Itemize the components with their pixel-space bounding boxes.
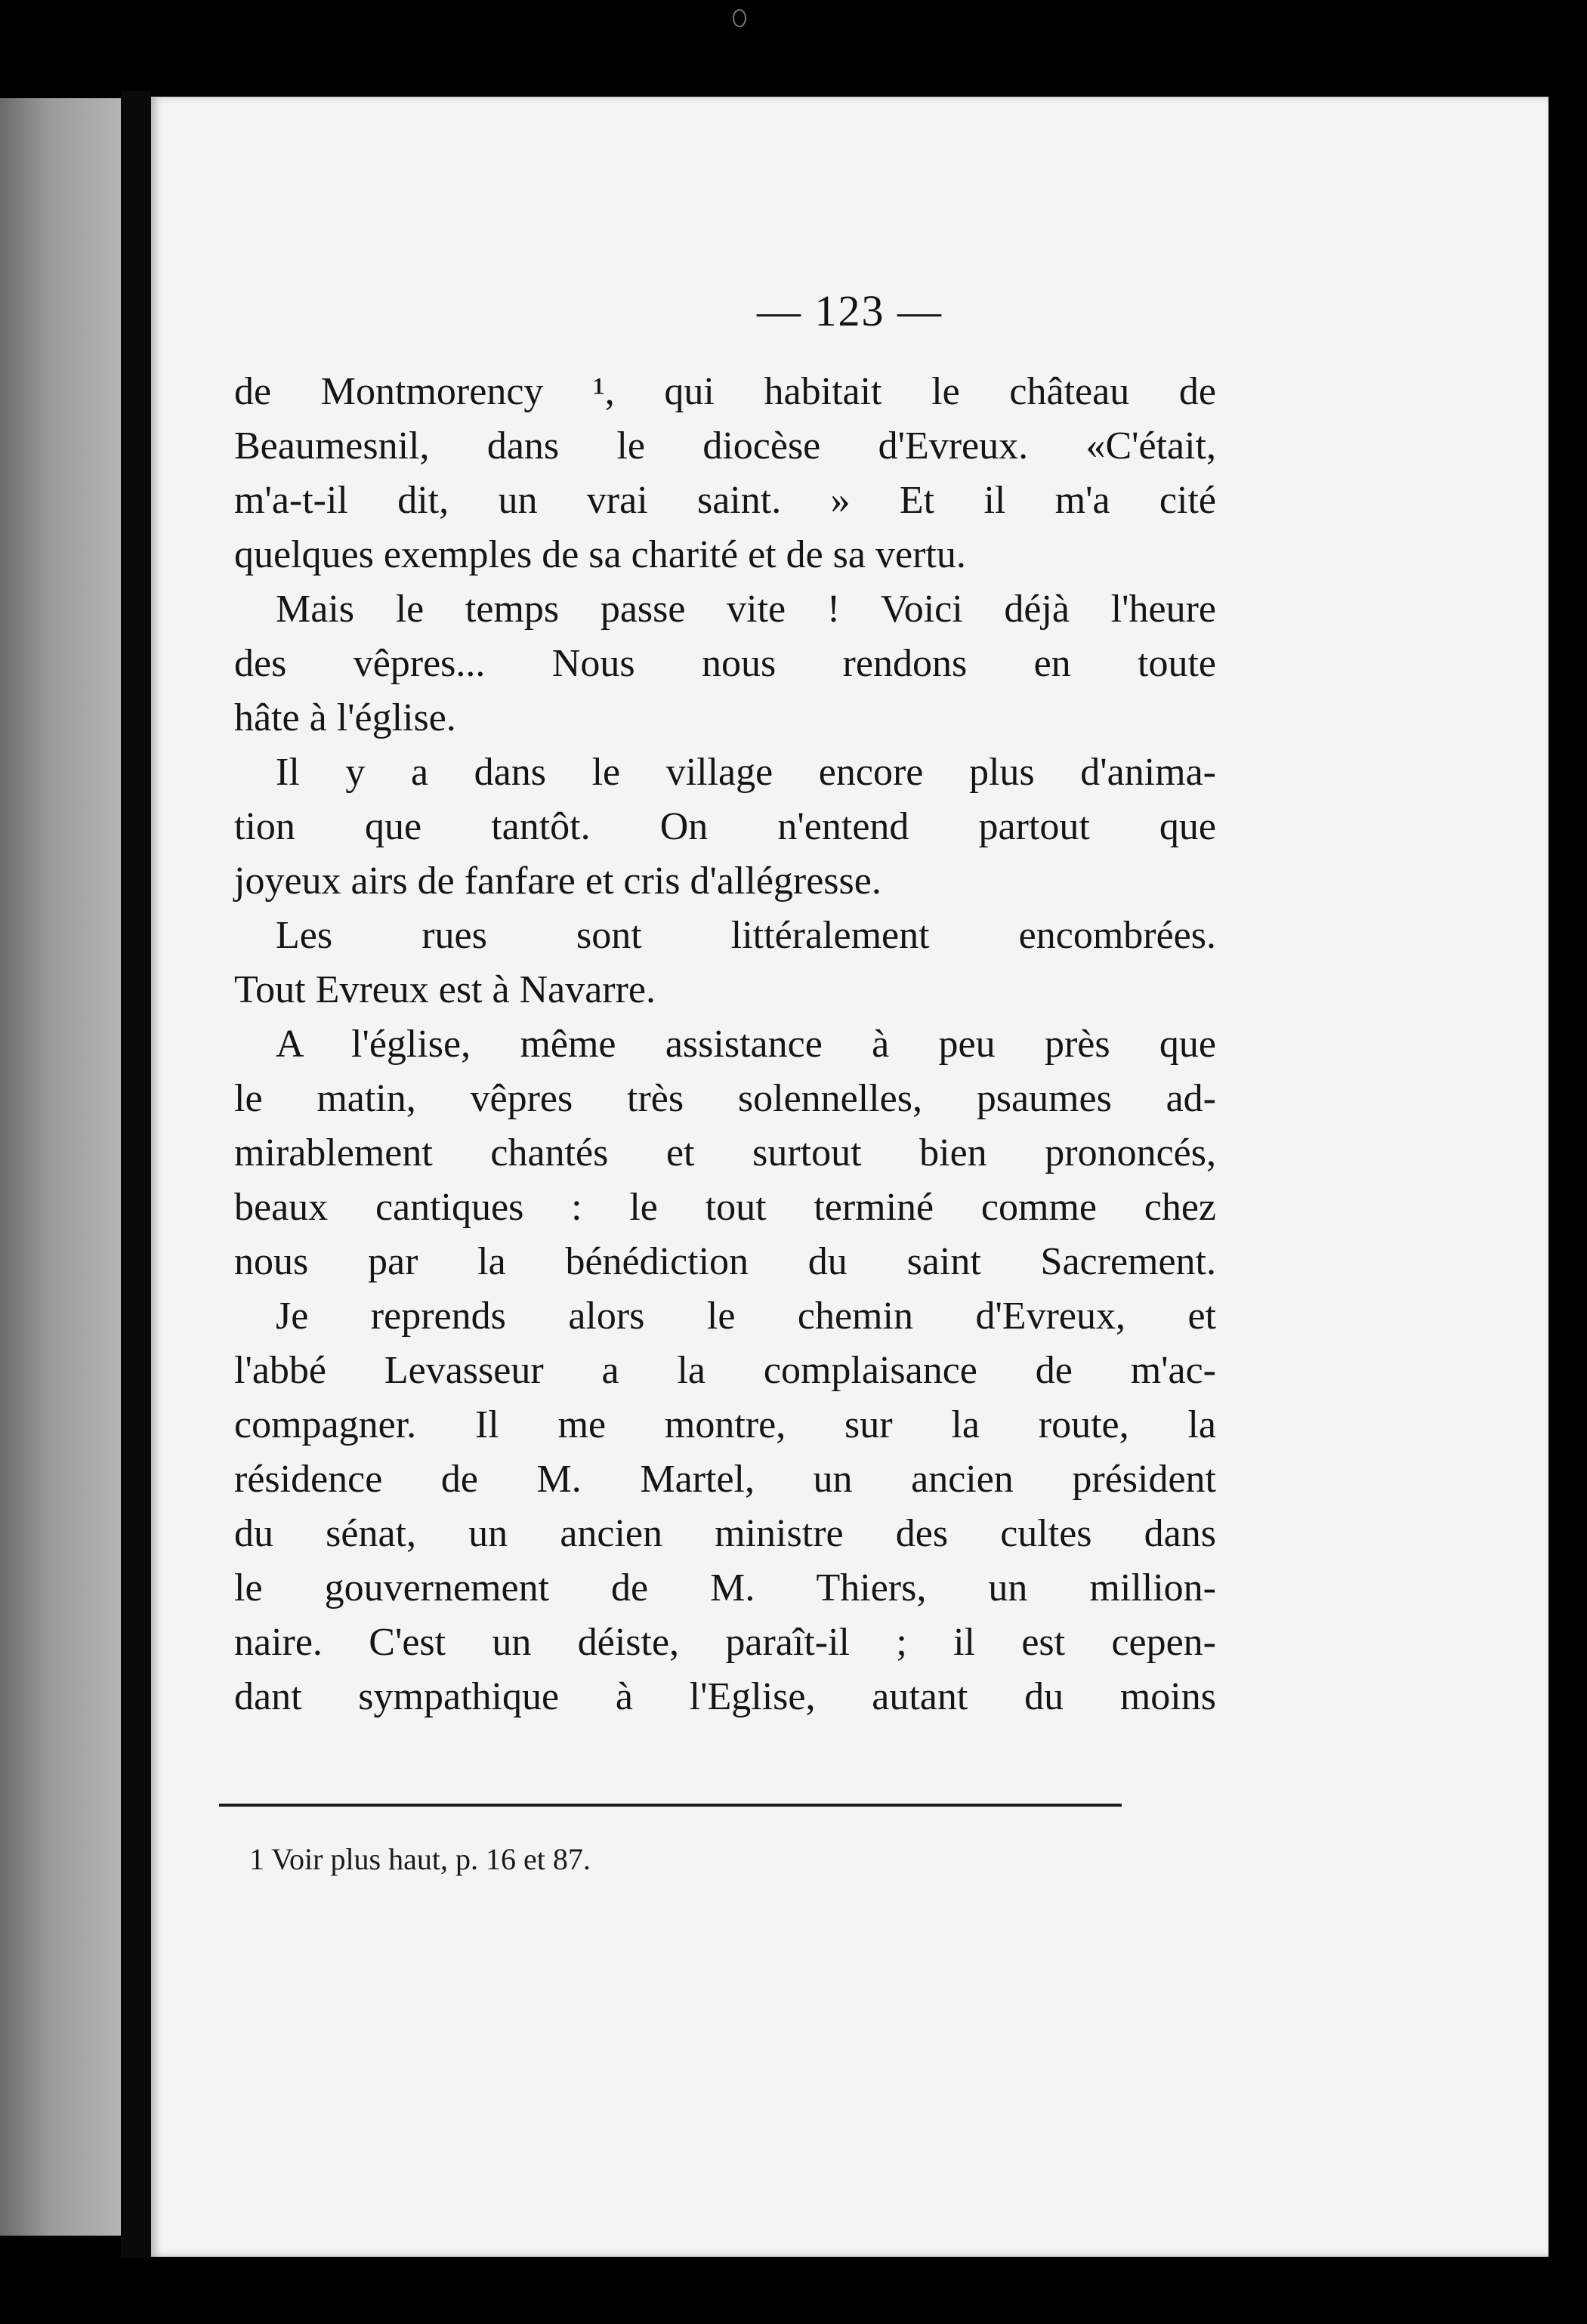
scan-border-right	[1548, 0, 1587, 2324]
scan-artifact-mark	[733, 9, 746, 27]
body-text	[234, 365, 1216, 1724]
footnote: 1 Voir plus haut, p. 16 et 87.	[249, 1842, 591, 1876]
text-line: du sénat, un ancien ministre des cultes dans	[234, 1512, 1216, 1555]
text-line: A l'église, même assistance à peu près que	[276, 1023, 1216, 1066]
text-line: Les rues sont littéralement encombrées.	[276, 914, 1216, 957]
text-line: des vêpres... Nous nous rendons en toute	[234, 642, 1216, 685]
text-line: m'a-t-il dit, un vrai saint. » Et il m'a cité	[234, 479, 1216, 522]
page-number: — 123 —	[757, 286, 943, 335]
text-line: naire. C'est un déiste, paraît-il ; il est cepen-	[234, 1621, 1216, 1664]
text-line: l'abbé Levasseur a la complaisance de m'ac-	[234, 1349, 1216, 1392]
footnote-divider	[219, 1804, 1122, 1807]
text-line: compagner. Il me montre, sur la route, la	[234, 1403, 1216, 1446]
text-line: Beaumesnil, dans le diocèse d'Evreux. «C'était,	[234, 424, 1216, 468]
text-line: hâte à l'église.	[234, 696, 456, 739]
page-gutter	[121, 91, 151, 2258]
text-line: mirablement chantés et surtout bien prononcés,	[234, 1131, 1216, 1174]
text-line: le gouvernement de M. Thiers, un million-	[234, 1566, 1216, 1610]
text-line: beaux cantiques : le tout terminé comme chez	[234, 1186, 1216, 1229]
text-line: dant sympathique à l'Eglise, autant du moins	[234, 1675, 1216, 1718]
text-line: Mais le temps passe vite ! Voici déjà l'heure	[276, 588, 1216, 631]
text-line: Il y a dans le village encore plus d'anima-	[276, 751, 1216, 794]
previous-page-edge	[0, 98, 121, 2236]
text-line: de Montmorency ¹, qui habitait le château de	[234, 370, 1216, 413]
text-line: quelques exemples de sa charité et de sa vertu.	[234, 533, 966, 576]
text-line: tion que tantôt. On n'entend partout que	[234, 805, 1216, 848]
text-line: Je reprends alors le chemin d'Evreux, et	[276, 1295, 1216, 1338]
book-page	[151, 97, 1548, 2257]
text-line: résidence de M. Martel, un ancien président	[234, 1458, 1216, 1501]
text-line: le matin, vêpres très solennelles, psaumes ad-	[234, 1077, 1216, 1120]
text-line: joyeux airs de fanfare et cris d'allégresse.	[234, 860, 881, 903]
text-line: Tout Evreux est à Navarre.	[234, 968, 656, 1011]
text-line: nous par la bénédiction du saint Sacrement.	[234, 1240, 1216, 1283]
